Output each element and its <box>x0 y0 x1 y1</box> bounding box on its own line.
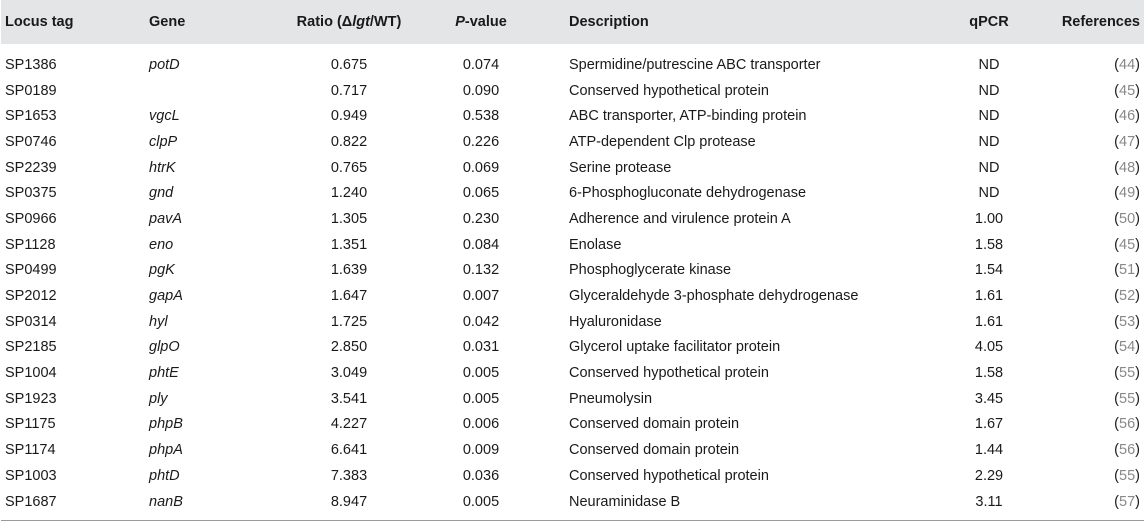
cell-description: Conserved hypothetical protein <box>569 467 769 484</box>
cell-pvalue: 0.036 <box>462 467 500 484</box>
cell-locus-tag: SP0375 <box>5 185 57 202</box>
cell-ratio: 1.725 <box>330 313 368 330</box>
cell-ratio: 2.850 <box>330 339 368 356</box>
cell-reference <box>1049 78 1144 104</box>
cell-gene: pavA <box>149 210 183 227</box>
cell-gene: phpA <box>149 442 183 459</box>
reference-close-paren: ) <box>1135 390 1140 407</box>
reference-link[interactable]: 54 <box>1119 339 1136 356</box>
cell-pvalue: 0.009 <box>462 442 500 459</box>
cell-pvalue: 0.538 <box>462 108 500 125</box>
reference-close-paren: ) <box>1135 416 1140 433</box>
cell-description: Serine protease <box>569 159 672 176</box>
cell-description: Phosphoglycerate kinase <box>569 262 732 279</box>
cell-reference <box>1049 206 1144 232</box>
cell-locus-tag: SP1653 <box>5 108 57 125</box>
cell-qpcr: 1.61 <box>974 313 1004 330</box>
cell-ratio: 0.717 <box>330 82 368 99</box>
cell-gene <box>149 78 279 104</box>
reference-close-paren: ) <box>1135 442 1140 459</box>
cell-pvalue: 0.069 <box>462 159 500 176</box>
cell-reference <box>1049 463 1144 489</box>
cell-description: Conserved domain protein <box>569 442 740 459</box>
header-description <box>543 0 929 44</box>
cell-gene: clpP <box>149 133 178 150</box>
reference-open-paren: ( <box>1114 82 1120 99</box>
cell-gene: hyl <box>149 313 168 330</box>
table-header <box>1 0 1144 44</box>
cell-locus-tag: SP1175 <box>5 416 56 433</box>
cell-locus-tag: SP1174 <box>5 442 56 459</box>
cell-gene: potD <box>149 56 180 73</box>
cell-ratio: 7.383 <box>330 467 368 484</box>
table-row <box>1 489 1144 521</box>
cell-pvalue: 0.090 <box>462 82 500 99</box>
cell-description: Pneumolysin <box>569 390 653 407</box>
cell-reference <box>1049 360 1144 386</box>
reference-link[interactable]: 45 <box>1119 236 1136 253</box>
cell-reference <box>1049 103 1144 129</box>
cell-ratio: 0.675 <box>330 56 368 73</box>
reference-close-paren: ) <box>1135 82 1140 99</box>
cell-pvalue: 0.042 <box>462 313 500 330</box>
table-row <box>1 335 1144 361</box>
reference-close-paren: ) <box>1135 185 1140 202</box>
cell-locus-tag: SP1923 <box>5 390 57 407</box>
cell-locus-tag: SP1004 <box>5 365 57 382</box>
header-qpcr-label: qPCR <box>969 14 1009 30</box>
cell-reference <box>1049 437 1144 463</box>
cell-gene: htrK <box>149 159 176 176</box>
cell-pvalue: 0.005 <box>462 365 500 382</box>
cell-pvalue: 0.065 <box>462 185 500 202</box>
cell-pvalue: 0.007 <box>462 288 500 305</box>
cell-gene: phpB <box>149 416 183 433</box>
cell-pvalue: 0.230 <box>462 210 500 227</box>
cell-locus-tag: SP2239 <box>5 159 57 176</box>
header-ratio-suffix: /WT) <box>369 14 402 30</box>
table-body <box>1 44 1144 521</box>
cell-ratio: 6.641 <box>330 442 368 459</box>
table-row <box>1 180 1144 206</box>
reference-link[interactable]: 53 <box>1119 313 1136 330</box>
cell-gene: vgcL <box>149 108 180 125</box>
reference-close-paren: ) <box>1135 467 1140 484</box>
header-locus-tag <box>1 0 149 44</box>
cell-ratio: 1.240 <box>330 185 368 202</box>
cell-reference <box>1049 129 1144 155</box>
reference-open-paren: ( <box>1114 288 1120 305</box>
reference-link[interactable]: 56 <box>1119 416 1136 433</box>
reference-link[interactable]: 49 <box>1119 185 1136 202</box>
reference-close-paren: ) <box>1135 210 1140 227</box>
reference-link[interactable]: 56 <box>1119 442 1136 459</box>
cell-qpcr: ND <box>978 133 1000 150</box>
table-row <box>1 283 1144 309</box>
reference-close-paren: ) <box>1135 236 1140 253</box>
cell-qpcr: 4.05 <box>974 339 1004 356</box>
cell-ratio: 3.049 <box>330 365 368 382</box>
cell-locus-tag: SP1128 <box>5 236 56 253</box>
cell-description: Spermidine/putrescine ABC transporter <box>569 56 821 73</box>
cell-ratio: 0.765 <box>330 159 368 176</box>
header-ratio <box>279 0 419 44</box>
table-row <box>1 258 1144 284</box>
cell-reference <box>1049 283 1144 309</box>
cell-pvalue: 0.005 <box>462 390 500 407</box>
table-row <box>1 206 1144 232</box>
cell-gene: gnd <box>149 185 174 202</box>
reference-close-paren: ) <box>1135 339 1140 356</box>
reference-open-paren: ( <box>1114 390 1120 407</box>
cell-locus-tag: SP1687 <box>1 489 149 521</box>
cell-description: Enolase <box>569 236 622 253</box>
cell-description: Neuraminidase B <box>543 489 929 521</box>
header-row <box>1 0 1144 44</box>
cell-ratio: 1.647 <box>330 288 368 305</box>
cell-pvalue: 0.006 <box>462 416 500 433</box>
reference-link[interactable]: 46 <box>1119 108 1136 125</box>
table-row <box>1 360 1144 386</box>
cell-qpcr: 1.00 <box>974 210 1004 227</box>
reference-open-paren: ( <box>1114 185 1120 202</box>
cell-pvalue: 0.084 <box>462 236 500 253</box>
table-row <box>1 78 1144 104</box>
cell-ratio: 4.227 <box>330 416 368 433</box>
cell-description: 6-Phosphogluconate dehydrogenase <box>569 185 807 202</box>
cell-locus-tag: SP2012 <box>5 288 57 305</box>
header-ratio-italic: lgt <box>352 14 370 30</box>
cell-qpcr: ND <box>978 159 1000 176</box>
table-row <box>1 129 1144 155</box>
reference-link[interactable]: 52 <box>1119 288 1136 305</box>
reference-link[interactable]: 57 <box>1119 493 1136 510</box>
cell-description: ABC transporter, ATP-binding protein <box>569 108 807 125</box>
reference-close-paren: ) <box>1135 133 1140 150</box>
cell-locus-tag: SP0189 <box>5 82 57 99</box>
reference-open-paren: ( <box>1114 365 1120 382</box>
reference-close-paren: ) <box>1135 365 1140 382</box>
cell-qpcr: ND <box>978 56 1000 73</box>
reference-open-paren: ( <box>1114 339 1120 356</box>
cell-ratio: 1.351 <box>330 236 368 253</box>
reference-open-paren: ( <box>1114 236 1120 253</box>
cell-description: ATP-dependent Clp protease <box>569 133 756 150</box>
cell-reference <box>1049 335 1144 361</box>
cell-qpcr: 1.58 <box>974 365 1004 382</box>
cell-qpcr: ND <box>978 82 1000 99</box>
cell-ratio: 0.949 <box>330 108 368 125</box>
reference-open-paren: ( <box>1114 262 1120 279</box>
table-row <box>1 309 1144 335</box>
table-row <box>1 103 1144 129</box>
cell-locus-tag: SP0746 <box>5 133 57 150</box>
table-row <box>1 386 1144 412</box>
cell-pvalue: 0.005 <box>419 489 543 521</box>
reference-open-paren: ( <box>1114 313 1120 330</box>
table-row <box>1 232 1144 258</box>
cell-description: Conserved domain protein <box>569 416 740 433</box>
cell-ratio: 1.305 <box>330 210 368 227</box>
cell-qpcr: 3.45 <box>974 390 1004 407</box>
header-pvalue <box>419 0 543 44</box>
header-description-label: Description <box>569 14 649 30</box>
reference-close-paren: ) <box>1135 159 1140 176</box>
reference-link[interactable]: 44 <box>1119 56 1136 73</box>
cell-description: Adherence and virulence protein A <box>569 210 791 227</box>
header-references <box>1049 0 1144 44</box>
reference-open-paren: ( <box>1114 108 1120 125</box>
cell-qpcr: 1.44 <box>974 442 1004 459</box>
cell-locus-tag: SP0966 <box>5 210 57 227</box>
cell-qpcr: 3.11 <box>929 489 1049 521</box>
cell-gene: pgK <box>149 262 175 279</box>
header-ratio-prefix: Ratio (Δ <box>296 14 353 30</box>
cell-locus-tag: SP1386 <box>5 56 57 73</box>
cell-pvalue: 0.031 <box>462 339 500 356</box>
cell-reference <box>1049 155 1144 181</box>
table-row <box>1 412 1144 438</box>
reference-open-paren: ( <box>1114 442 1120 459</box>
cell-reference <box>1049 180 1144 206</box>
reference-link[interactable]: 55 <box>1119 467 1136 484</box>
reference-open-paren: ( <box>1114 56 1120 73</box>
cell-locus-tag: SP1003 <box>5 467 57 484</box>
cell-reference <box>1049 412 1144 438</box>
cell-pvalue: 0.226 <box>462 133 500 150</box>
reference-close-paren: ) <box>1135 493 1140 510</box>
cell-qpcr: 1.61 <box>974 288 1004 305</box>
header-pvalue-suffix: -value <box>464 14 507 30</box>
reference-link[interactable]: 50 <box>1119 210 1136 227</box>
table-row <box>1 155 1144 181</box>
cell-description: Glycerol uptake facilitator protein <box>569 339 781 356</box>
reference-link[interactable]: 55 <box>1119 365 1136 382</box>
header-qpcr <box>929 0 1049 44</box>
reference-close-paren: ) <box>1135 262 1140 279</box>
cell-description: Conserved hypothetical protein <box>569 82 769 99</box>
cell-gene: phtE <box>149 365 179 382</box>
cell-pvalue: 0.074 <box>462 56 500 73</box>
cell-qpcr: 1.58 <box>974 236 1004 253</box>
cell-reference <box>1049 489 1144 521</box>
cell-locus-tag: SP2185 <box>5 339 57 356</box>
cell-description: Hyaluronidase <box>569 313 662 330</box>
cell-qpcr: 1.67 <box>974 416 1004 433</box>
cell-qpcr: ND <box>978 108 1000 125</box>
cell-gene: gapA <box>149 288 183 305</box>
cell-gene: phtD <box>149 467 180 484</box>
cell-qpcr: 1.54 <box>974 262 1004 279</box>
table-row <box>1 463 1144 489</box>
cell-reference <box>1049 44 1144 78</box>
reference-close-paren: ) <box>1135 56 1140 73</box>
reference-link[interactable]: 47 <box>1119 133 1136 150</box>
cell-ratio: 8.947 <box>279 489 419 521</box>
cell-locus-tag: SP0314 <box>5 313 57 330</box>
header-references-label: References <box>1061 14 1140 30</box>
cell-locus-tag: SP0499 <box>5 262 57 279</box>
cell-ratio: 1.639 <box>330 262 368 279</box>
cell-gene: glpO <box>149 339 180 356</box>
reference-link[interactable]: 48 <box>1119 159 1136 176</box>
reference-open-paren: ( <box>1114 416 1120 433</box>
reference-open-paren: ( <box>1114 467 1120 484</box>
reference-open-paren: ( <box>1114 210 1120 227</box>
header-locus-tag-label: Locus tag <box>5 14 74 30</box>
cell-description: Conserved hypothetical protein <box>569 365 769 382</box>
cell-gene: nanB <box>149 489 279 521</box>
cell-qpcr: ND <box>978 185 1000 202</box>
cell-qpcr: 2.29 <box>974 467 1004 484</box>
table-row <box>1 437 1144 463</box>
cell-gene: eno <box>149 236 174 253</box>
reference-link[interactable]: 55 <box>1119 390 1136 407</box>
table-row <box>1 44 1144 78</box>
gene-expression-table <box>1 0 1144 521</box>
cell-reference <box>1049 386 1144 412</box>
cell-reference <box>1049 309 1144 335</box>
cell-ratio: 0.822 <box>330 133 368 150</box>
reference-open-paren: ( <box>1114 493 1120 510</box>
cell-ratio: 3.541 <box>330 390 368 407</box>
header-gene-label: Gene <box>149 14 186 30</box>
reference-open-paren: ( <box>1114 133 1120 150</box>
reference-link[interactable]: 51 <box>1119 262 1136 279</box>
reference-link[interactable]: 45 <box>1119 82 1136 99</box>
reference-close-paren: ) <box>1135 108 1140 125</box>
cell-gene: ply <box>149 390 168 407</box>
cell-pvalue: 0.132 <box>462 262 500 279</box>
cell-reference <box>1049 232 1144 258</box>
cell-description: Glyceraldehyde 3-phosphate dehydrogenase <box>569 288 859 305</box>
reference-close-paren: ) <box>1135 313 1140 330</box>
header-gene <box>149 0 279 44</box>
cell-reference <box>1049 258 1144 284</box>
reference-close-paren: ) <box>1135 288 1140 305</box>
header-pvalue-italic: P <box>455 14 465 30</box>
reference-open-paren: ( <box>1114 159 1120 176</box>
